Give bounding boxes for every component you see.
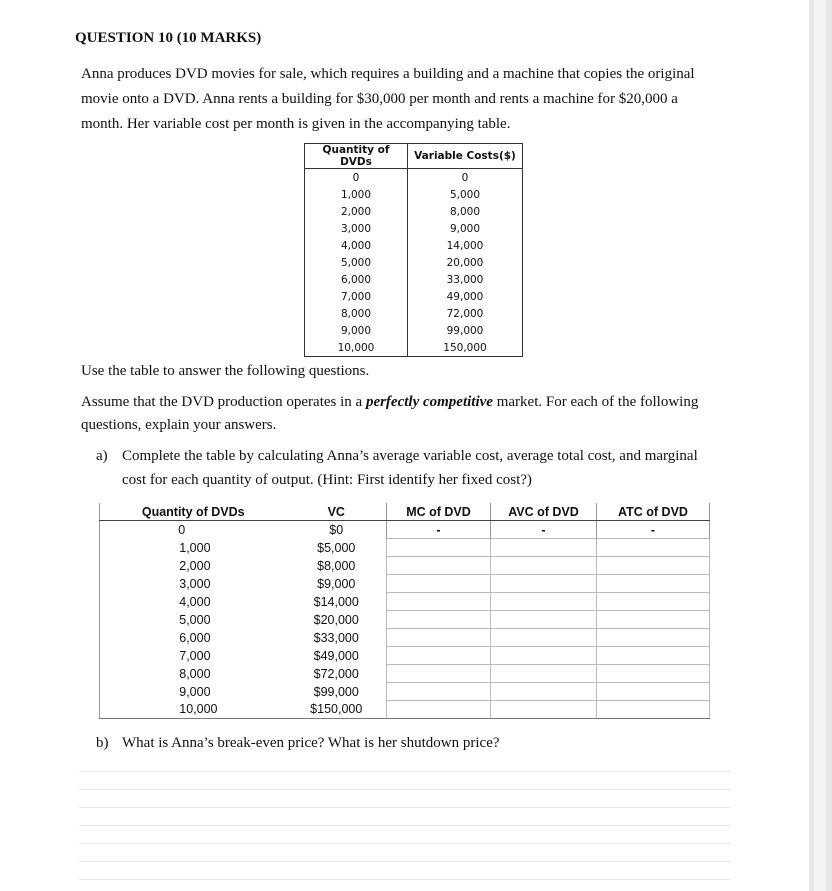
qty-cell: 3,000 — [100, 575, 287, 593]
quantity-cell: 4,000 — [305, 237, 408, 254]
header-mc: MC of DVD — [387, 503, 491, 521]
avc-input-cell[interactable] — [491, 593, 597, 611]
answer-line[interactable] — [79, 789, 731, 790]
table-row — [100, 647, 814, 665]
variable-cost-cell: 33,000 — [408, 271, 523, 288]
avc-input-cell[interactable] — [491, 575, 597, 593]
mc-input-cell[interactable] — [387, 557, 491, 575]
qty-cell: 1,000 — [100, 539, 287, 557]
vc-cell: $150,000 — [287, 701, 387, 719]
mc-input-cell[interactable] — [387, 611, 491, 629]
variable-cost-cell: 0 — [408, 169, 523, 187]
vc-cell: $99,000 — [313, 684, 359, 699]
table-row — [305, 220, 523, 237]
vc-cell: $9,000 — [317, 576, 356, 591]
table-row — [100, 521, 814, 539]
header-quantity-dvds: Quantity of DVDs — [100, 503, 287, 521]
atc-input-cell[interactable] — [597, 647, 710, 665]
assume-emphasis: perfectly competitive — [365, 394, 493, 410]
answer-line[interactable] — [79, 771, 731, 772]
table-row — [305, 186, 523, 203]
table-row — [305, 271, 523, 288]
table-row — [100, 701, 814, 719]
mc-input-cell[interactable] — [387, 539, 491, 557]
table-row — [305, 169, 523, 187]
header-avc: AVC of DVD — [491, 503, 597, 521]
table-row — [100, 629, 814, 647]
assumption-paragraph — [81, 391, 711, 437]
avc-input-cell[interactable] — [491, 629, 597, 647]
table-row — [305, 254, 523, 271]
vc-cell: $72,000 — [313, 666, 359, 681]
answer-table — [99, 503, 814, 719]
avc-cell: - — [491, 521, 597, 539]
table-row — [305, 305, 523, 322]
qty-cell: 10,000 — [100, 701, 287, 719]
qty-cell: 8,000 — [100, 665, 287, 683]
quantity-cell: 9,000 — [305, 322, 408, 339]
use-table-text: Use the table to answer the following questions. — [81, 363, 370, 379]
variable-cost-cell: 8,000 — [408, 203, 523, 220]
quantity-cell: 2,000 — [305, 203, 408, 220]
table-row — [100, 557, 814, 575]
mc-cell: - — [387, 521, 491, 539]
assume-before: Assume that the DVD production operates in a — [81, 394, 366, 410]
table-row — [305, 322, 523, 339]
atc-input-cell[interactable] — [597, 539, 710, 557]
qty-cell: 6,000 — [100, 629, 287, 647]
table-row — [100, 665, 814, 683]
atc-input-cell[interactable] — [597, 629, 710, 647]
answer-line[interactable] — [79, 879, 731, 880]
qty-cell: 4,000 — [100, 593, 287, 611]
atc-input-cell[interactable] — [597, 575, 710, 593]
header-atc: ATC of DVD — [597, 503, 710, 521]
quantity-cell: 5,000 — [305, 254, 408, 271]
mc-input-cell[interactable] — [387, 575, 491, 593]
qty-cell: 2,000 — [100, 557, 287, 575]
variable-cost-cell: 150,000 — [408, 339, 523, 357]
vc-cell: $5,000 — [317, 540, 356, 555]
atc-input-cell[interactable] — [597, 701, 710, 719]
variable-cost-cell: 49,000 — [408, 288, 523, 305]
atc-cell: - — [597, 521, 710, 539]
quantity-cell: 6,000 — [305, 271, 408, 288]
vc-cell: $14,000 — [313, 594, 359, 609]
answer-line[interactable] — [79, 843, 731, 844]
quantity-cell: 7,000 — [305, 288, 408, 305]
vc-cell: $49,000 — [313, 648, 359, 663]
question-title: QUESTION 10 (10 MARKS) — [75, 30, 262, 46]
table-row — [305, 237, 523, 254]
mc-input-cell[interactable] — [387, 701, 491, 719]
assume-after: market. For each of the following questions, explain your answers. — [81, 394, 699, 433]
variable-cost-cell: 9,000 — [408, 220, 523, 237]
variable-cost-table — [304, 143, 523, 357]
vc-cell: $0 — [329, 522, 344, 537]
intro-paragraph: Anna produces DVD movies for sale, which requires a building and a machine that copies the original movie onto a DVD. Anna rents a building for $30,000 per month and rents a machine for $20,000 a month. Her variable cost per month is given in the accompanying table. — [81, 66, 695, 132]
avc-input-cell[interactable] — [491, 557, 597, 575]
part-a-label: a) — [96, 448, 108, 464]
variable-cost-cell: 99,000 — [408, 322, 523, 339]
atc-input-cell[interactable] — [597, 557, 710, 575]
qty-cell: 5,000 — [100, 611, 287, 629]
mc-input-cell[interactable] — [387, 629, 491, 647]
quantity-cell: 3,000 — [305, 220, 408, 237]
qty-cell: 7,000 — [100, 647, 287, 665]
avc-input-cell[interactable] — [491, 665, 597, 683]
atc-input-cell[interactable] — [597, 683, 710, 701]
vc-cell: $8,000 — [317, 558, 356, 573]
table-row — [100, 683, 814, 701]
table-row — [305, 339, 523, 357]
atc-input-cell[interactable] — [597, 611, 710, 629]
header-quantity: Quantity of DVDs — [305, 144, 408, 169]
atc-input-cell[interactable] — [597, 665, 710, 683]
part-a-text: Complete the table by calculating Anna’s average variable cost, average total cost, and marginal cost for each quantity of output. (Hint: First identify her fixed cost?) — [122, 448, 698, 488]
atc-input-cell[interactable] — [597, 593, 710, 611]
avc-input-cell[interactable] — [491, 701, 597, 719]
variable-cost-cell: 14,000 — [408, 237, 523, 254]
mc-input-cell[interactable] — [387, 647, 491, 665]
table-row — [100, 611, 814, 629]
mc-input-cell[interactable] — [387, 665, 491, 683]
table-row — [305, 288, 523, 305]
quantity-cell: 1,000 — [305, 186, 408, 203]
table-row — [305, 203, 523, 220]
table-row — [100, 539, 814, 557]
answer-line[interactable] — [79, 807, 731, 808]
scrollbar-thumb[interactable] — [814, 0, 826, 891]
part-b-label: b) — [96, 735, 109, 751]
header-vc: VC — [287, 503, 387, 521]
vc-cell: $20,000 — [313, 612, 359, 627]
answer-line[interactable] — [79, 825, 731, 826]
avc-input-cell[interactable] — [491, 683, 597, 701]
vc-cell: $33,000 — [313, 630, 359, 645]
qty-cell: 9,000 — [100, 683, 287, 701]
table-row — [100, 575, 814, 593]
quantity-cell: 10,000 — [305, 339, 408, 357]
avc-input-cell[interactable] — [491, 611, 597, 629]
part-b-text: What is Anna’s break-even price? What is her shutdown price? — [122, 735, 500, 751]
qty-cell: 0 — [100, 521, 287, 539]
quantity-cell: 0 — [305, 169, 408, 187]
avc-input-cell[interactable] — [491, 539, 597, 557]
variable-cost-cell: 72,000 — [408, 305, 523, 322]
variable-cost-cell: 5,000 — [408, 186, 523, 203]
header-variable-costs: Variable Costs($) — [408, 144, 523, 169]
avc-input-cell[interactable] — [491, 647, 597, 665]
quantity-cell: 8,000 — [305, 305, 408, 322]
answer-line[interactable] — [79, 861, 731, 862]
variable-cost-cell: 20,000 — [408, 254, 523, 271]
table-row — [100, 593, 814, 611]
mc-input-cell[interactable] — [387, 593, 491, 611]
mc-input-cell[interactable] — [387, 683, 491, 701]
